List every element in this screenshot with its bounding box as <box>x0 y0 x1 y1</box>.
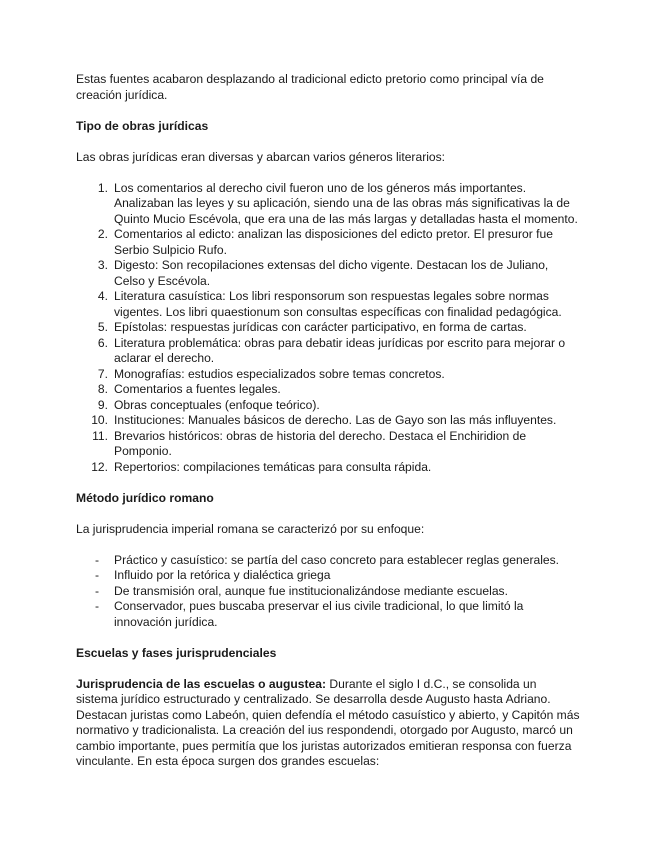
document-page <box>76 72 580 770</box>
list-item-text: Repertorios: compilaciones temáticas para consulta rápida. <box>114 459 432 474</box>
list-number: 10. <box>91 413 108 427</box>
list-item-text: Monografías: estudios especializados sobre temas concretos. <box>114 366 445 381</box>
list-item-text: Literatura problemática: obras para debatir ideas jurídicas por escrito para mejorar o aclarar el derecho. <box>114 335 566 365</box>
list-number: 11. <box>92 428 108 443</box>
list-number: 2. <box>97 227 108 241</box>
section-heading-metodo: Método jurídico romano <box>76 490 214 505</box>
list-number: 5. <box>97 320 108 334</box>
list-item <box>76 258 580 289</box>
list-item-text: Conservador, pues buscaba preservar el ius civile tradicional, lo que limitó la innovación jurídica. <box>114 599 524 629</box>
list-item <box>76 382 580 398</box>
list-number: 12. <box>91 459 108 474</box>
list-item-text: Comentarios al edicto: analizan las disposiciones del edicto pretor. El presuror fue Serbio Sulpicio Rufo. <box>114 227 553 257</box>
list-item-text: Los comentarios al derecho civil fueron uno de los géneros más importantes. Analizaban las leyes y su aplicación, siendo una de las obras más significativas la de Quinto Mucio Escévola, que era una de las más largas y detalladas hasta el momento. <box>114 180 578 226</box>
list-item-text: Obras conceptuales (enfoque teórico). <box>114 397 320 412</box>
list-item <box>76 289 580 320</box>
list-item <box>76 320 580 336</box>
list-item <box>76 553 580 569</box>
list-item <box>76 181 580 228</box>
list-item <box>76 413 580 429</box>
list-number: 1. <box>97 180 108 195</box>
list-number: 3. <box>97 258 108 272</box>
list-item-text: Literatura casuística: Los libri responsorum son respuestas legales sobre normas vigentes. Los libri quaestionum son consultas específicas con finalidad pedagógica. <box>114 289 562 319</box>
metodo-list <box>76 553 580 631</box>
list-item-text: De transmisión oral, aunque fue institucionalizándose mediante escuelas. <box>114 583 508 598</box>
list-item <box>76 460 580 476</box>
intro-paragraph: Estas fuentes acabaron desplazando al tradicional edicto pretorio como principal vía de creación jurídica. <box>76 72 544 102</box>
paragraph-body: Durante el siglo I d.C., se consolida un sistema jurídico estructurado y centralizado. Se desarrolla desde Augusto hasta Adriano. Destacan juristas como Labeón, quien defendía el método casuístico y abierto, y Capitón más normativo y tradicionalista. La creación del ius respondendi, otorgado por Augusto, marcó un cambio importante, pues permitía que los juristas autorizados emitieran responsa con fuerza vinculante. En esta época surgen dos grandes escuelas: <box>76 676 580 768</box>
list-number: 6. <box>97 335 108 350</box>
bullet-dash: - <box>95 599 100 613</box>
list-number: 8. <box>97 382 108 396</box>
list-item <box>76 584 580 600</box>
bullet-dash: - <box>95 568 100 582</box>
section-heading-obras: Tipo de obras jurídicas <box>76 118 209 133</box>
section-intro-obras: Las obras jurídicas eran diversas y abarcan varios géneros literarios: <box>76 149 446 164</box>
escuelas-paragraph <box>76 677 580 770</box>
list-number: 7. <box>97 366 108 381</box>
section-heading-escuelas: Escuelas y fases jurisprudenciales <box>76 645 277 660</box>
list-number: 9. <box>97 397 108 412</box>
list-number: 4. <box>97 289 108 303</box>
list-item <box>76 227 580 258</box>
bullet-dash: - <box>95 552 100 567</box>
list-item-text: Instituciones: Manuales básicos de derecho. Las de Gayo son las más influyentes. <box>114 413 557 427</box>
list-item <box>76 398 580 414</box>
list-item <box>76 336 580 367</box>
list-item <box>76 429 580 460</box>
list-item-text: Epístolas: respuestas jurídicas con carácter participativo, en forma de cartas. <box>114 320 527 334</box>
list-item-text: Influido por la retórica y dialéctica griega <box>114 568 331 582</box>
list-item-text: Práctico y casuístico: se partía del caso concreto para establecer reglas generales. <box>114 552 560 567</box>
list-item-text: Comentarios a fuentes legales. <box>114 382 281 396</box>
section-intro-metodo: La jurisprudencia imperial romana se caracterizó por su enfoque: <box>76 521 425 536</box>
list-item-text: Brevarios históricos: obras de historia del derecho. Destaca el Enchiridion de Pomponio. <box>114 428 527 458</box>
paragraph-lead: Jurisprudencia de las escuelas o augustea: <box>76 676 327 691</box>
list-item <box>76 367 580 383</box>
list-item-text: Digesto: Son recopilaciones extensas del dicho vigente. Destacan los de Juliano, Celso y Escévola. <box>114 258 549 288</box>
list-item <box>76 568 580 584</box>
bullet-dash: - <box>95 583 100 598</box>
list-item <box>76 599 580 630</box>
obras-list <box>76 181 580 476</box>
